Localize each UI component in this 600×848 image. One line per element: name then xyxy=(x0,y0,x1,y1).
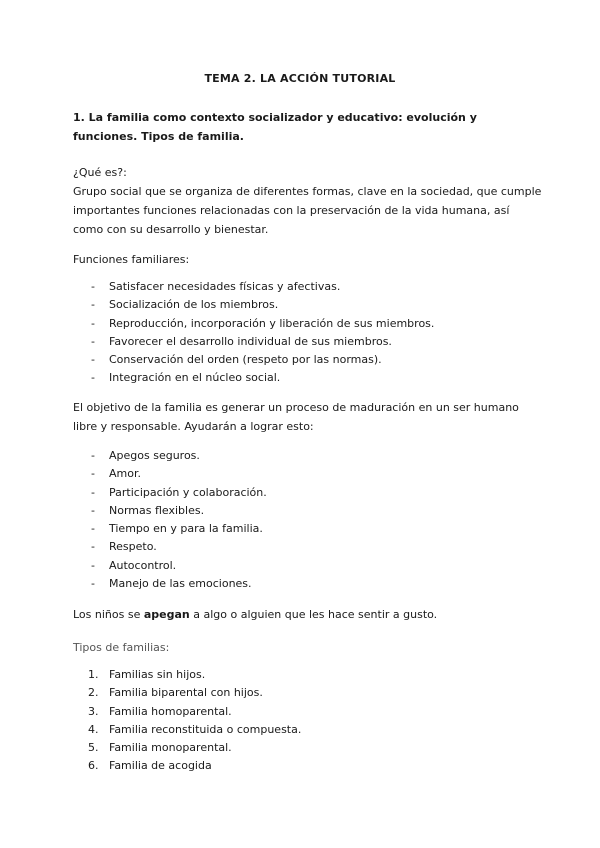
list-item: - Reproducción, incorporación y liberación de sus miembros. xyxy=(73,315,543,333)
number-marker: 5. xyxy=(88,741,99,755)
number-marker: 1. xyxy=(88,668,99,681)
list-item: - Satisfacer necesidades físicas y afectivas. xyxy=(73,278,543,296)
number-marker: 6. xyxy=(88,759,99,773)
list-item: - Favorecer el desarrollo individual de sus miembros. xyxy=(73,333,543,351)
dash-bullet: - xyxy=(91,353,95,367)
list-item: 5. Familia monoparental. xyxy=(73,739,543,757)
dash-bullet: - xyxy=(91,298,95,312)
dash-bullet: - xyxy=(91,522,95,536)
number-marker: 4. xyxy=(88,722,99,736)
objective-text: El objetivo de la familia es generar un proceso de maduración en un ser humano libre y responsable. Ayudarán a lograr esto: xyxy=(73,401,519,433)
functions-label: Funciones familiares: xyxy=(73,253,190,266)
document-title: TEMA 2. LA ACCIÓN TUTORIAL xyxy=(204,72,396,85)
number-marker: 3. xyxy=(88,704,99,718)
list-item: - Apegos seguros. xyxy=(73,447,543,465)
list-item: - Autocontrol. xyxy=(73,557,543,575)
definition-text: Grupo social que se organiza de diferentes formas, clave en la sociedad, que cumple importantes funciones relacionadas con la preservación de la vida humana, así como con su desarrollo y bienestar. xyxy=(73,185,542,236)
section-heading: 1. La familia como contexto socializador y educativo: evolución y funciones. Tipos de familia. xyxy=(73,111,477,143)
dash-bullet: - xyxy=(91,280,95,293)
list-item: 6. Familia de acogida xyxy=(73,757,543,775)
dash-bullet: - xyxy=(91,577,95,591)
dash-bullet: - xyxy=(91,449,95,462)
question-label: ¿Qué es?: xyxy=(73,166,127,179)
bond-sentence: Los niños se apegan a algo o alguien que les hace sentir a gusto. xyxy=(73,608,438,621)
number-marker: 2. xyxy=(88,686,99,700)
helpers-list xyxy=(73,447,543,593)
functions-list xyxy=(73,278,543,388)
dash-bullet: - xyxy=(91,316,95,330)
list-item: - Tiempo en y para la familia. xyxy=(73,520,543,538)
list-item: 1. Familias sin hijos. xyxy=(73,666,543,684)
dash-bullet: - xyxy=(91,334,95,348)
list-item: - Normas flexibles. xyxy=(73,502,543,520)
types-list xyxy=(73,666,543,776)
list-item: - Participación y colaboración. xyxy=(73,484,543,502)
dash-bullet: - xyxy=(91,485,95,499)
list-item: - Integración en el núcleo social. xyxy=(73,369,543,387)
dash-bullet: - xyxy=(91,503,95,517)
list-item: 2. Familia biparental con hijos. xyxy=(73,684,543,702)
definition-block xyxy=(73,163,543,239)
dash-bullet: - xyxy=(91,558,95,572)
dash-bullet: - xyxy=(91,467,95,481)
types-label: Tipos de familias: xyxy=(73,641,170,654)
list-item: - Amor. xyxy=(73,465,543,483)
list-item: - Manejo de las emociones. xyxy=(73,575,543,593)
list-item: - Conservación del orden (respeto por las normas). xyxy=(73,351,543,369)
dash-bullet: - xyxy=(91,540,95,554)
list-item: - Socialización de los miembros. xyxy=(73,296,543,314)
list-item: 4. Familia reconstituida o compuesta. xyxy=(73,721,543,739)
list-item: 3. Familia homoparental. xyxy=(73,703,543,721)
dash-bullet: - xyxy=(91,371,95,385)
list-item: - Respeto. xyxy=(73,538,543,556)
bold-term: apegan xyxy=(143,608,190,621)
